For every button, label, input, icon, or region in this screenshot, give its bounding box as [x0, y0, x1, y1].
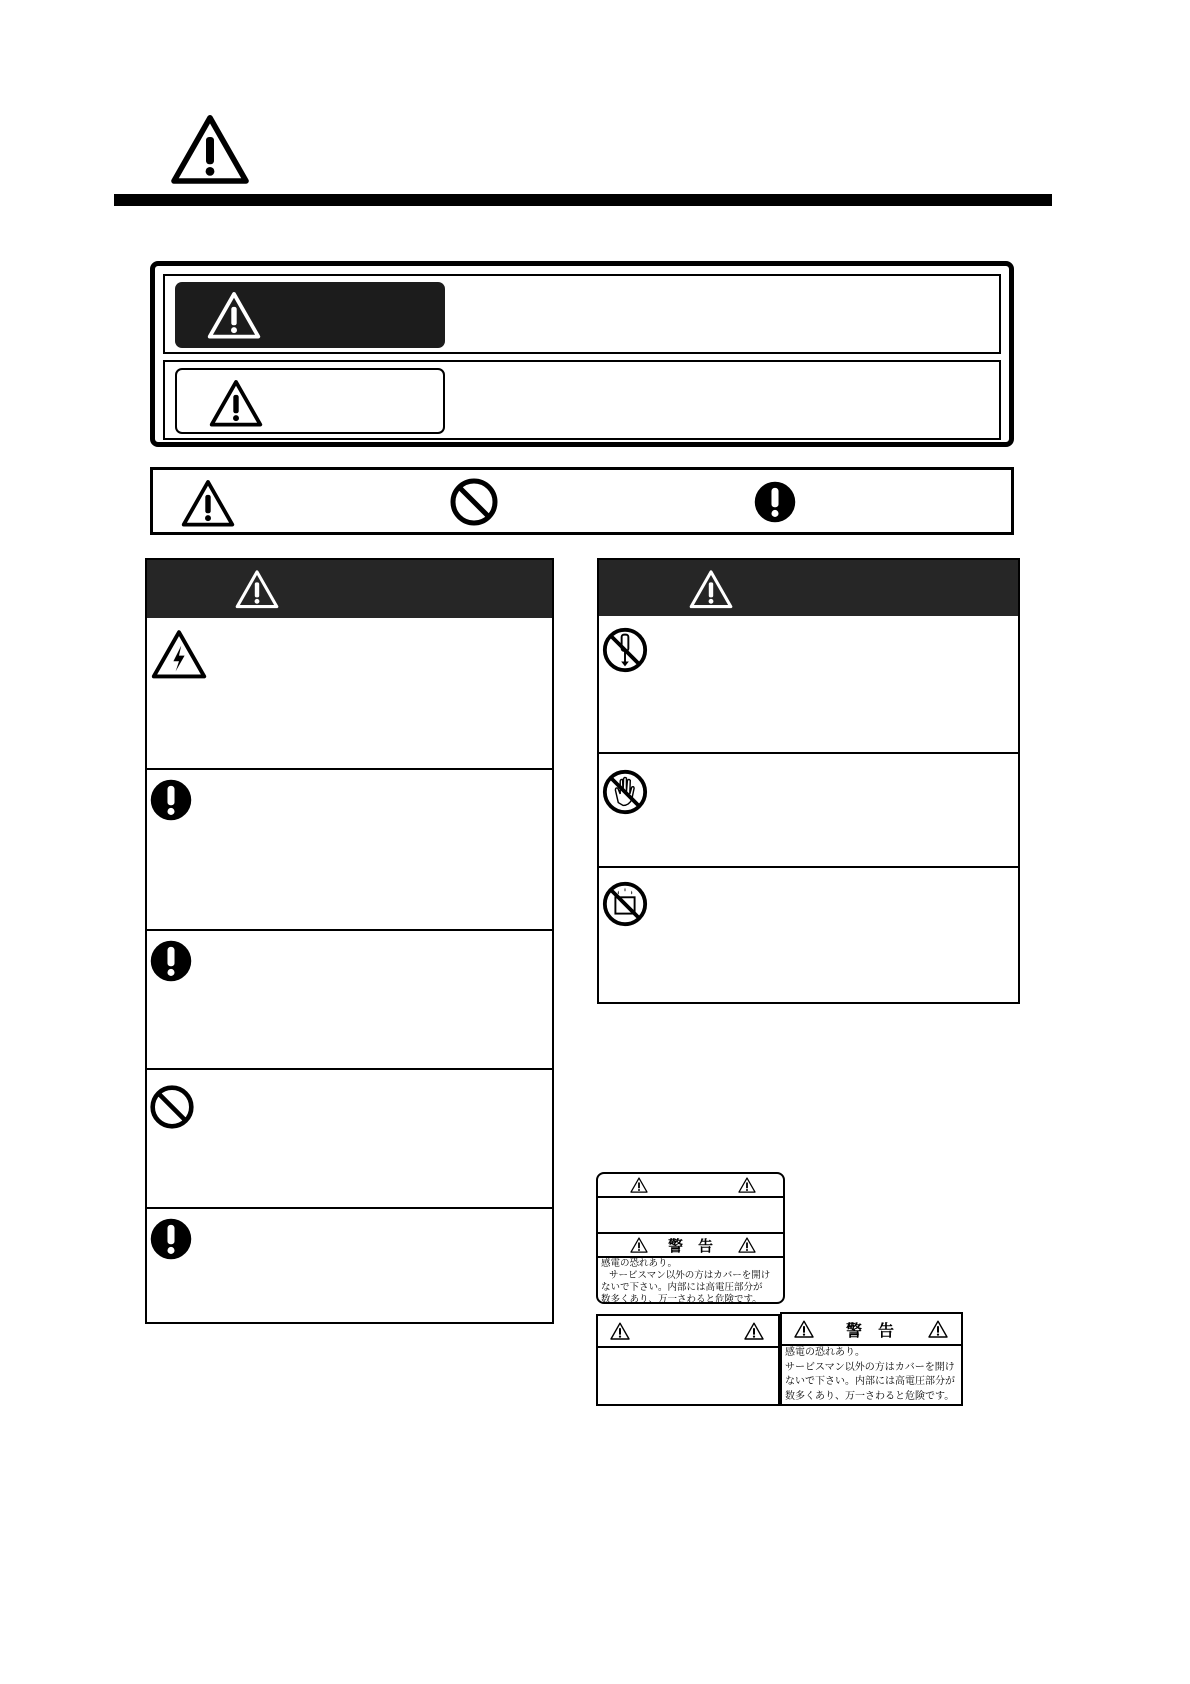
label-bottom-header: 警 告 — [598, 1232, 783, 1258]
right-warning-column — [597, 558, 1020, 1004]
label-body-text: 感電の恐れあり。 サービスマン以外の方はカバーを開け ないで下さい。内部には高電圧部分が 数多くあり、万一さわると危険です。 — [601, 1258, 771, 1305]
warning-triangle-icon — [630, 1177, 648, 1193]
warning-triangle-icon — [610, 1322, 630, 1340]
left-warning-column — [145, 558, 554, 1324]
mandatory-action-icon — [753, 480, 797, 524]
warning-section — [147, 929, 552, 1069]
no-disassembly-icon — [601, 626, 649, 674]
warning-section — [147, 1207, 552, 1324]
warning-triangle-icon — [744, 1322, 764, 1340]
warning-section — [599, 616, 1018, 751]
warning-section — [147, 1068, 552, 1208]
header-rule — [114, 194, 1052, 206]
warning-triangle-icon — [181, 478, 235, 528]
left-column-header — [147, 560, 552, 618]
mandatory-action-icon — [149, 939, 193, 983]
warning-section — [147, 616, 552, 766]
warning-label-2-left — [596, 1314, 780, 1406]
electric-shock-icon — [151, 628, 207, 680]
warning-triangle-icon — [928, 1320, 948, 1338]
warning-badge — [175, 282, 445, 348]
mandatory-action-icon — [149, 1217, 193, 1261]
signal-word-legend — [150, 261, 1014, 447]
label-header: 警 告 — [782, 1314, 961, 1346]
legend-row-warning — [163, 274, 1001, 354]
warning-triangle-icon — [738, 1177, 756, 1193]
prohibition-icon — [149, 1084, 195, 1130]
caution-badge — [175, 368, 445, 434]
warning-triangle-icon — [207, 290, 261, 340]
no-water-icon — [601, 880, 649, 928]
mandatory-action-icon — [149, 778, 193, 822]
label-body-text: 感電の恐れあり。 サービスマン以外の方はカバーを開け ないで下さい。内部には高電圧部分が 数多くあり、万一さわると危険です。 — [785, 1347, 955, 1402]
legend-row-caution — [163, 360, 1001, 440]
label-header — [598, 1316, 778, 1348]
warning-section — [599, 752, 1018, 866]
warning-triangle-icon — [689, 569, 733, 609]
right-column-header — [599, 560, 1018, 616]
warning-triangle-icon — [235, 569, 279, 609]
warning-triangle-icon — [630, 1237, 648, 1253]
no-touch-icon — [601, 768, 649, 816]
prohibition-icon — [449, 477, 499, 527]
warning-triangle-icon — [794, 1320, 814, 1338]
warning-triangle-icon — [738, 1237, 756, 1253]
symbol-key-bar — [150, 467, 1014, 535]
header-warning-icon — [170, 112, 250, 186]
warning-section — [599, 866, 1018, 1004]
warning-label-1 — [596, 1172, 785, 1304]
warning-triangle-icon — [209, 378, 263, 428]
warning-section — [147, 768, 552, 930]
label-top-header — [598, 1174, 783, 1198]
warning-label-2-right — [780, 1312, 963, 1406]
